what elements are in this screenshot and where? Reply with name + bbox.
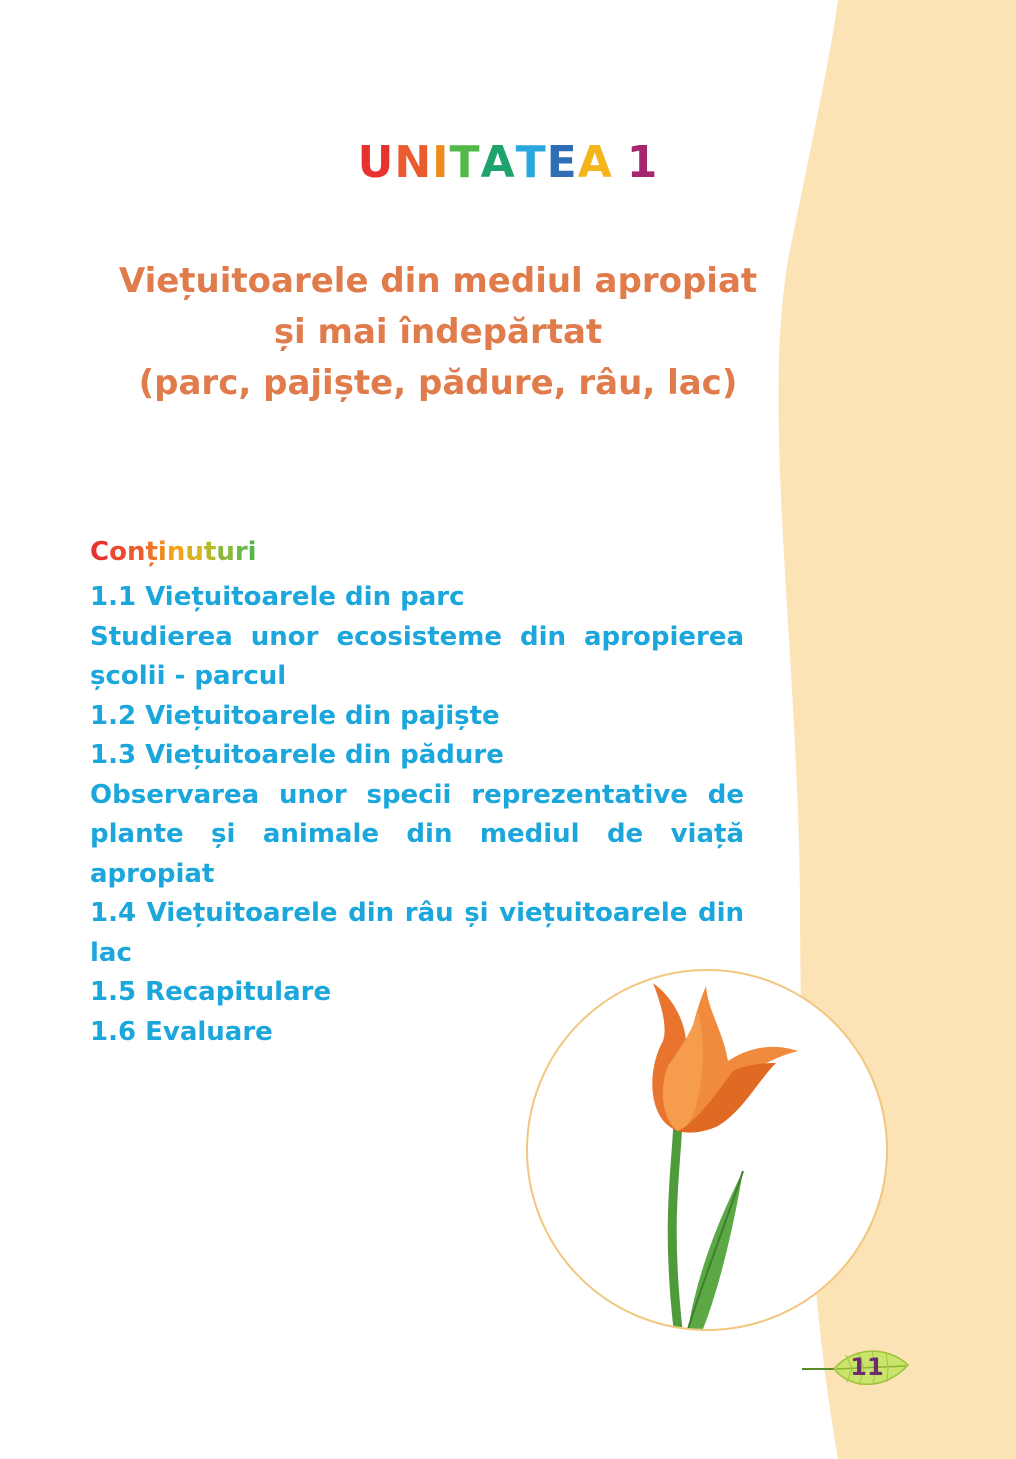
contents-item: Studierea unor ecosisteme din apropierea școlii - parcul xyxy=(90,621,744,691)
page-number: 11 xyxy=(850,1353,884,1381)
subtitle-line: (parc, pajiște, pădure, râu, lac) xyxy=(138,363,738,403)
contents-heading xyxy=(90,534,257,570)
contents-item: 1.4 Viețuitoarele din râu și viețuitoarele din lac xyxy=(90,898,744,968)
unit-title-letter: 1 xyxy=(626,137,659,188)
unit-title-letter: N xyxy=(394,137,433,188)
unit-title xyxy=(0,138,1016,188)
unit-title-letter: T xyxy=(515,137,547,188)
unit-title-letter: T xyxy=(449,137,481,188)
contents-heading-letter: t xyxy=(203,537,217,567)
contents-heading-letter: i xyxy=(157,537,167,567)
contents-item: 1.6 Evaluare xyxy=(90,1016,273,1047)
contents-item: 1.3 Viețuitoarele din pădure xyxy=(90,740,504,770)
contents-heading-letter: i xyxy=(247,537,257,567)
unit-title-letter: E xyxy=(546,137,578,188)
contents-heading-letter: n xyxy=(166,537,186,567)
tulip-illustration xyxy=(526,969,888,1331)
contents-heading-letter: ț xyxy=(145,537,158,567)
unit-title-letter xyxy=(613,138,627,188)
contents-item: Observarea unor specii reprezentative de plante și animale din mediul de viață apropiat xyxy=(90,779,744,889)
unit-title-letter: A xyxy=(577,137,613,188)
contents-item: 1.5 Recapitulare xyxy=(90,977,332,1007)
contents-heading-letter: u xyxy=(216,537,235,567)
unit-subtitle xyxy=(80,256,796,409)
subtitle-line: Viețuitoarele din mediul apropiat xyxy=(118,261,758,301)
unit-title-letter: A xyxy=(480,137,516,188)
contents-heading-letter: n xyxy=(126,537,146,567)
unit-title-letter: I xyxy=(432,137,450,188)
tulip-icon xyxy=(528,971,886,1329)
subtitle-line: și mai îndepărtat xyxy=(273,312,603,352)
contents-heading-letter: C xyxy=(90,537,110,567)
page-number-badge xyxy=(802,1343,912,1393)
contents-heading-letter: o xyxy=(109,537,127,567)
contents-item: 1.1 Viețuitoarele din parc xyxy=(90,582,465,612)
contents-heading-letter: r xyxy=(234,537,248,567)
unit-title-letter: U xyxy=(357,137,395,188)
contents-heading-letter: u xyxy=(185,537,204,567)
contents-item: 1.2 Viețuitoarele din pajiște xyxy=(90,700,500,731)
